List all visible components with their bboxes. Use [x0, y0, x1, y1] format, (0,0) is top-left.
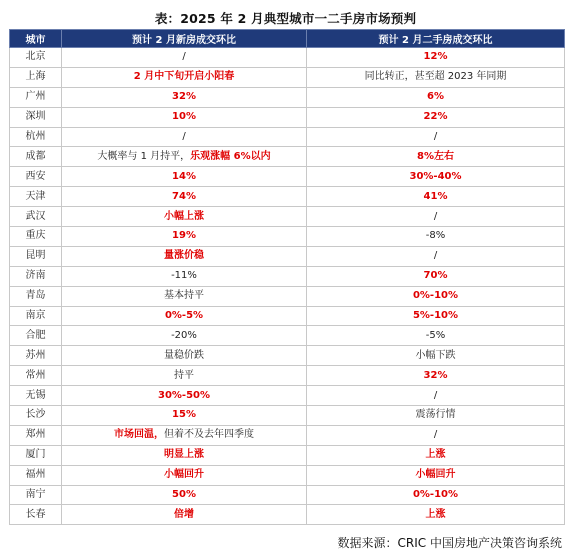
- city-cell: 深圳: [10, 107, 62, 127]
- forecast-text: 10%: [172, 111, 196, 123]
- city-cell: 北京: [10, 48, 62, 68]
- table-row: [10, 465, 565, 485]
- new-home-forecast-cell: [62, 107, 307, 127]
- city-cell: 南京: [10, 306, 62, 326]
- new-home-forecast-cell: [62, 425, 307, 445]
- city-cell: 广州: [10, 87, 62, 107]
- city-cell: 成都: [10, 147, 62, 167]
- table-row: [10, 48, 565, 68]
- forecast-text: -20%: [171, 329, 197, 341]
- second-hand-forecast-cell: [307, 207, 565, 227]
- second-hand-forecast-cell: [307, 167, 565, 187]
- forecast-text: /: [433, 429, 438, 441]
- forecast-text: 15%: [172, 409, 196, 421]
- second-hand-forecast-cell: [307, 107, 565, 127]
- new-home-forecast-cell: [62, 207, 307, 227]
- forecast-text: 明显上涨: [164, 449, 204, 461]
- table-row: [10, 346, 565, 366]
- new-home-forecast-cell: [62, 167, 307, 187]
- forecast-text: 0%-10%: [412, 290, 459, 302]
- table-row: [10, 246, 565, 266]
- forecast-text: 8%左右: [417, 150, 454, 162]
- second-hand-forecast-cell: [307, 505, 565, 525]
- city-cell: 长沙: [10, 406, 62, 426]
- table-row: [10, 366, 565, 386]
- new-home-forecast-cell: [62, 346, 307, 366]
- new-home-forecast-cell: [62, 505, 307, 525]
- second-hand-forecast-cell: [307, 306, 565, 326]
- header-new-home: 预计 2 月新房成交环比: [62, 30, 307, 48]
- forecast-text: 32%: [423, 369, 448, 381]
- forecast-text: 5%-10%: [412, 310, 459, 322]
- second-hand-forecast-cell: [307, 326, 565, 346]
- table-row: [10, 187, 565, 207]
- table-row: [10, 286, 565, 306]
- table-row: [10, 425, 565, 445]
- city-cell: 济南: [10, 266, 62, 286]
- new-home-forecast-cell: [62, 485, 307, 505]
- forecast-text: 30%-40%: [409, 170, 462, 182]
- forecast-table: [9, 29, 565, 525]
- forecast-text: 50%: [172, 489, 196, 501]
- city-cell: 重庆: [10, 227, 62, 247]
- table-row: [10, 306, 565, 326]
- second-hand-forecast-cell: [307, 366, 565, 386]
- table-row: [10, 147, 565, 167]
- forecast-text: 量涨价稳: [164, 250, 204, 262]
- table-row: [10, 127, 565, 147]
- city-cell: 长春: [10, 505, 62, 525]
- forecast-text: /: [433, 250, 438, 262]
- forecast-text: 22%: [423, 111, 448, 123]
- forecast-text: 同比转正，甚至超 2023 年同期: [364, 71, 507, 83]
- new-home-forecast-cell: [62, 326, 307, 346]
- new-home-forecast-cell: [62, 227, 307, 247]
- new-home-forecast-cell: [62, 48, 307, 68]
- new-home-forecast-cell: [62, 187, 307, 207]
- table-row: [10, 167, 565, 187]
- city-cell: 厦门: [10, 445, 62, 465]
- table-row: [10, 406, 565, 426]
- table-row: [10, 505, 565, 525]
- second-hand-forecast-cell: [307, 425, 565, 445]
- city-cell: 福州: [10, 465, 62, 485]
- new-home-forecast-cell: [62, 127, 307, 147]
- table-row: [10, 266, 565, 286]
- forecast-text: 12%: [423, 51, 448, 63]
- forecast-text: 上涨: [425, 508, 446, 520]
- forecast-text: 基本持平: [164, 290, 204, 302]
- second-hand-forecast-cell: [307, 147, 565, 167]
- table-row: [10, 67, 565, 87]
- forecast-text: /: [182, 131, 186, 142]
- forecast-text: 41%: [423, 190, 448, 202]
- forecast-text: 30%-50%: [157, 389, 211, 401]
- new-home-forecast-cell: [62, 366, 307, 386]
- second-hand-forecast-cell: [307, 346, 565, 366]
- forecast-text: 小幅上涨: [164, 210, 204, 222]
- new-home-forecast-cell: [62, 67, 307, 87]
- forecast-text: 上涨: [425, 449, 446, 461]
- table-row: [10, 107, 565, 127]
- table-title: 表：2025 年 2 月典型城市一二手房市场预判: [154, 11, 417, 26]
- city-cell: 杭州: [10, 127, 62, 147]
- city-cell: 无锡: [10, 386, 62, 406]
- new-home-forecast-cell: [62, 306, 307, 326]
- new-home-forecast-cell: [62, 246, 307, 266]
- city-cell: 上海: [10, 67, 62, 87]
- city-cell: 天津: [10, 187, 62, 207]
- table-row: [10, 207, 565, 227]
- table-row: [10, 386, 565, 406]
- forecast-text: 6%: [427, 91, 444, 103]
- forecast-text: /: [433, 389, 438, 401]
- forecast-text: /: [182, 51, 186, 63]
- header-second-hand: 预计 2 月二手房成交环比: [307, 30, 565, 48]
- second-hand-forecast-cell: [307, 246, 565, 266]
- forecast-text: 32%: [172, 91, 196, 103]
- new-home-forecast-cell: [62, 147, 307, 167]
- new-home-forecast-cell: [62, 266, 307, 286]
- forecast-text: /: [433, 210, 438, 222]
- second-hand-forecast-cell: [307, 386, 565, 406]
- table-row: [10, 485, 565, 505]
- second-hand-forecast-cell: [307, 266, 565, 286]
- city-cell: 青岛: [10, 286, 62, 306]
- forecast-text: 小幅回升: [164, 469, 204, 481]
- forecast-text: -5%: [425, 329, 446, 341]
- city-cell: 南宁: [10, 485, 62, 505]
- forecast-text: 19%: [172, 230, 196, 242]
- forecast-text: 70%: [423, 270, 448, 282]
- city-cell: 西安: [10, 167, 62, 187]
- second-hand-forecast-cell: [307, 48, 565, 68]
- new-home-forecast-cell: [62, 87, 307, 107]
- city-cell: 昆明: [10, 246, 62, 266]
- second-hand-forecast-cell: [307, 465, 565, 485]
- new-home-forecast-cell: [62, 386, 307, 406]
- new-home-forecast-cell: [62, 286, 307, 306]
- city-cell: 武汉: [10, 207, 62, 227]
- forecast-text: 震荡行情: [415, 409, 456, 421]
- data-source-note: 数据来源：CRIC 中国房地产决策咨询系统: [337, 536, 562, 550]
- city-cell: 合肥: [10, 326, 62, 346]
- forecast-text: 大概率与 1 月持平，: [97, 150, 191, 162]
- forecast-text: 小幅回升: [415, 469, 456, 481]
- second-hand-forecast-cell: [307, 67, 565, 87]
- second-hand-forecast-cell: [307, 87, 565, 107]
- second-hand-forecast-cell: [307, 286, 565, 306]
- second-hand-forecast-cell: [307, 445, 565, 465]
- header-row: [10, 30, 565, 48]
- forecast-text: 2 月中下旬开启小阳春: [133, 71, 235, 83]
- table-row: [10, 445, 565, 465]
- forecast-text: 量稳价跌: [164, 349, 204, 361]
- forecast-text: 0%-5%: [164, 310, 204, 322]
- table-row: [10, 227, 565, 247]
- forecast-text: 0%-10%: [412, 489, 459, 501]
- second-hand-forecast-cell: [307, 485, 565, 505]
- forecast-text: 小幅下跌: [415, 349, 456, 361]
- table-body: [10, 48, 565, 525]
- forecast-text: 乐观涨幅 6%以内: [190, 150, 271, 162]
- forecast-text: 但着不及去年四季度: [164, 429, 254, 441]
- city-cell: 常州: [10, 366, 62, 386]
- new-home-forecast-cell: [62, 445, 307, 465]
- forecast-text: 持平: [174, 369, 194, 381]
- forecast-text: 市场回温，: [114, 429, 164, 441]
- forecast-text: -8%: [425, 230, 446, 242]
- forecast-text: 74%: [172, 190, 196, 202]
- forecast-text: /: [433, 131, 438, 142]
- table-row: [10, 87, 565, 107]
- second-hand-forecast-cell: [307, 406, 565, 426]
- second-hand-forecast-cell: [307, 127, 565, 147]
- second-hand-forecast-cell: [307, 227, 565, 247]
- second-hand-forecast-cell: [307, 187, 565, 207]
- city-cell: 苏州: [10, 346, 62, 366]
- new-home-forecast-cell: [62, 406, 307, 426]
- table-row: [10, 326, 565, 346]
- forecast-text: 倍增: [174, 508, 194, 520]
- header-city: 城市: [10, 30, 62, 48]
- city-cell: 郑州: [10, 425, 62, 445]
- new-home-forecast-cell: [62, 465, 307, 485]
- forecast-text: 14%: [172, 170, 196, 182]
- forecast-text: -11%: [171, 270, 197, 282]
